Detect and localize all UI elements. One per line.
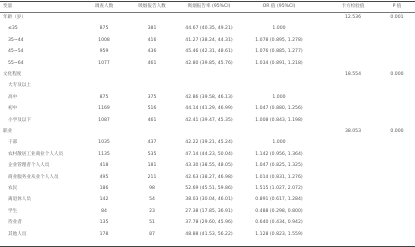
row-smokers: 416 bbox=[147, 37, 157, 43]
row-label: 离退休人员 bbox=[8, 197, 31, 203]
row-surveyed: 959 bbox=[99, 49, 109, 55]
section-p-value: 0.001 bbox=[390, 15, 404, 20]
table-header-rule bbox=[0, 12, 415, 13]
row-label: 高中 bbox=[8, 94, 18, 100]
row-rate: 41.27 (38.24, 44.31) bbox=[185, 37, 233, 43]
row-smokers: 381 bbox=[147, 26, 157, 32]
row-or: 1.515 (1.027, 2.072) bbox=[255, 186, 303, 191]
row-surveyed: 1087 bbox=[98, 117, 110, 123]
section-label: 年龄（岁） bbox=[3, 15, 26, 20]
row-surveyed: 875 bbox=[99, 94, 109, 100]
row-smokers: 437 bbox=[147, 140, 157, 146]
row-surveyed: 84 bbox=[101, 208, 107, 214]
row-surveyed: 1008 bbox=[98, 37, 110, 43]
row-label: 55~64 bbox=[8, 60, 24, 66]
row-label: 小学及以下 bbox=[8, 117, 31, 123]
row-smokers: 51 bbox=[149, 220, 155, 226]
row-or: 0.640 (0.434, 0.942) bbox=[255, 220, 303, 226]
row-rate: 52.69 (45.51, 59.86) bbox=[185, 186, 233, 191]
row-label: 45~54 bbox=[8, 49, 24, 55]
header-rate: 吸烟报告率 (95%CI) bbox=[187, 4, 231, 9]
row-rate: 48.88 (41.53, 56.22) bbox=[185, 231, 233, 237]
row-rate: 37.78 (29.60, 45.96) bbox=[185, 220, 233, 226]
row-label: ≤35 bbox=[8, 26, 18, 32]
row-smokers: 211 bbox=[147, 174, 157, 180]
section-label: 职业 bbox=[3, 129, 13, 134]
row-smokers: 461 bbox=[147, 117, 157, 123]
row-label: 干部 bbox=[8, 140, 18, 146]
row-label: 学生 bbox=[8, 208, 18, 214]
row-or: 1.000 bbox=[272, 140, 286, 146]
row-or: 1.076 (0.885, 1.277) bbox=[255, 49, 303, 55]
row-smokers: 54 bbox=[149, 197, 155, 203]
row-rate: 47.14 (44.23, 50.04) bbox=[185, 151, 233, 157]
section-p-value: 0.000 bbox=[390, 129, 404, 134]
row-rate: 38.03 (30.04, 46.01) bbox=[185, 197, 233, 203]
header-surveyed: 调查人数 bbox=[94, 4, 114, 9]
row-label: 大专及以上 bbox=[8, 83, 31, 89]
table-top-rule bbox=[0, 1, 415, 2]
row-rate: 43.30 (38.55, 48.05) bbox=[185, 163, 233, 169]
row-or: 0.891 (0.617, 1.284) bbox=[255, 197, 303, 203]
header-p-value: P 值 bbox=[392, 4, 402, 9]
row-label: 农民 bbox=[8, 186, 18, 191]
row-label: 初中 bbox=[8, 106, 18, 112]
header-or: OR 值 (95%CI) bbox=[262, 4, 296, 9]
row-or: 1.000 bbox=[272, 94, 286, 100]
row-surveyed: 1077 bbox=[98, 60, 110, 66]
row-label: 商业服务业从业个人人员 bbox=[8, 174, 59, 180]
row-rate: 44.14 (41.29, 46.99) bbox=[185, 106, 233, 112]
row-smokers: 516 bbox=[147, 106, 157, 112]
row-smokers: 98 bbox=[149, 186, 155, 191]
row-surveyed: 875 bbox=[99, 26, 109, 32]
row-surveyed: 1169 bbox=[98, 106, 110, 112]
row-or: 1.000 bbox=[272, 26, 286, 32]
row-or: 1.128 (0.823, 1.559) bbox=[255, 231, 303, 237]
section-chi-square: 18.554 bbox=[344, 72, 362, 77]
header-chi-square: 卡方检验值 bbox=[341, 4, 365, 9]
row-smokers: 461 bbox=[147, 60, 157, 66]
row-surveyed: 1035 bbox=[98, 140, 110, 146]
row-smokers: 23 bbox=[149, 208, 155, 214]
row-surveyed: 178 bbox=[99, 231, 109, 237]
section-label: 文化程度 bbox=[3, 72, 22, 77]
section-chi-square: 12.536 bbox=[344, 15, 362, 20]
row-or: 1.047 (0.825, 1.325) bbox=[255, 163, 303, 169]
row-surveyed: 186 bbox=[99, 186, 109, 191]
row-label: 待业者 bbox=[8, 220, 22, 226]
row-rate: 42.22 (39.21, 45.24) bbox=[185, 140, 233, 146]
row-or: 1.034 (0.891, 1.218) bbox=[255, 60, 303, 66]
row-rate: 42.86 (39.58, 46.13) bbox=[185, 94, 233, 100]
row-rate: 42.41 (39.47, 45.35) bbox=[185, 117, 233, 123]
row-label: 其他人员 bbox=[8, 231, 27, 237]
row-label: 35~44 bbox=[8, 37, 24, 43]
row-surveyed: 418 bbox=[99, 163, 109, 169]
row-or: 1.014 (0.831, 1.276) bbox=[255, 174, 303, 180]
header-smokers: 吸烟报告人数 bbox=[138, 4, 166, 9]
row-smokers: 375 bbox=[147, 94, 157, 100]
section-chi-square: 38.053 bbox=[344, 129, 362, 134]
section-p-value: 0.000 bbox=[390, 72, 404, 77]
row-or: 1.142 (0.956, 1.364) bbox=[255, 151, 303, 157]
row-or: 0.488 (0.298, 0.800) bbox=[255, 208, 303, 214]
row-surveyed: 135 bbox=[99, 220, 109, 226]
row-smokers: 436 bbox=[147, 49, 157, 55]
row-rate: 27.38 (17.85, 36.91) bbox=[185, 208, 233, 214]
row-surveyed: 1135 bbox=[98, 151, 110, 157]
row-surveyed: 142 bbox=[99, 197, 109, 203]
row-smokers: 535 bbox=[147, 151, 157, 157]
row-or: 1.078 (0.895, 1.278) bbox=[255, 37, 303, 43]
row-surveyed: 495 bbox=[99, 174, 109, 180]
row-smokers: 87 bbox=[149, 231, 155, 237]
row-smokers: 181 bbox=[147, 163, 157, 169]
row-or: 1.047 (0.880, 1.256) bbox=[255, 106, 303, 112]
row-label: 企业管理者个人人员 bbox=[8, 163, 50, 169]
row-rate: 42.63 (38.27, 46.98) bbox=[185, 174, 233, 180]
row-or: 1.008 (0.843, 1.198) bbox=[255, 117, 303, 123]
row-rate: 44.67 (40.35, 49.21) bbox=[185, 26, 233, 32]
header-variable: 变量 bbox=[3, 4, 13, 9]
row-rate: 45.46 (42.31, 48.61) bbox=[185, 49, 233, 55]
row-rate: 42.80 (39.85, 45.76) bbox=[185, 60, 233, 66]
row-label: 农村散居工业商业个人人员 bbox=[8, 151, 64, 157]
